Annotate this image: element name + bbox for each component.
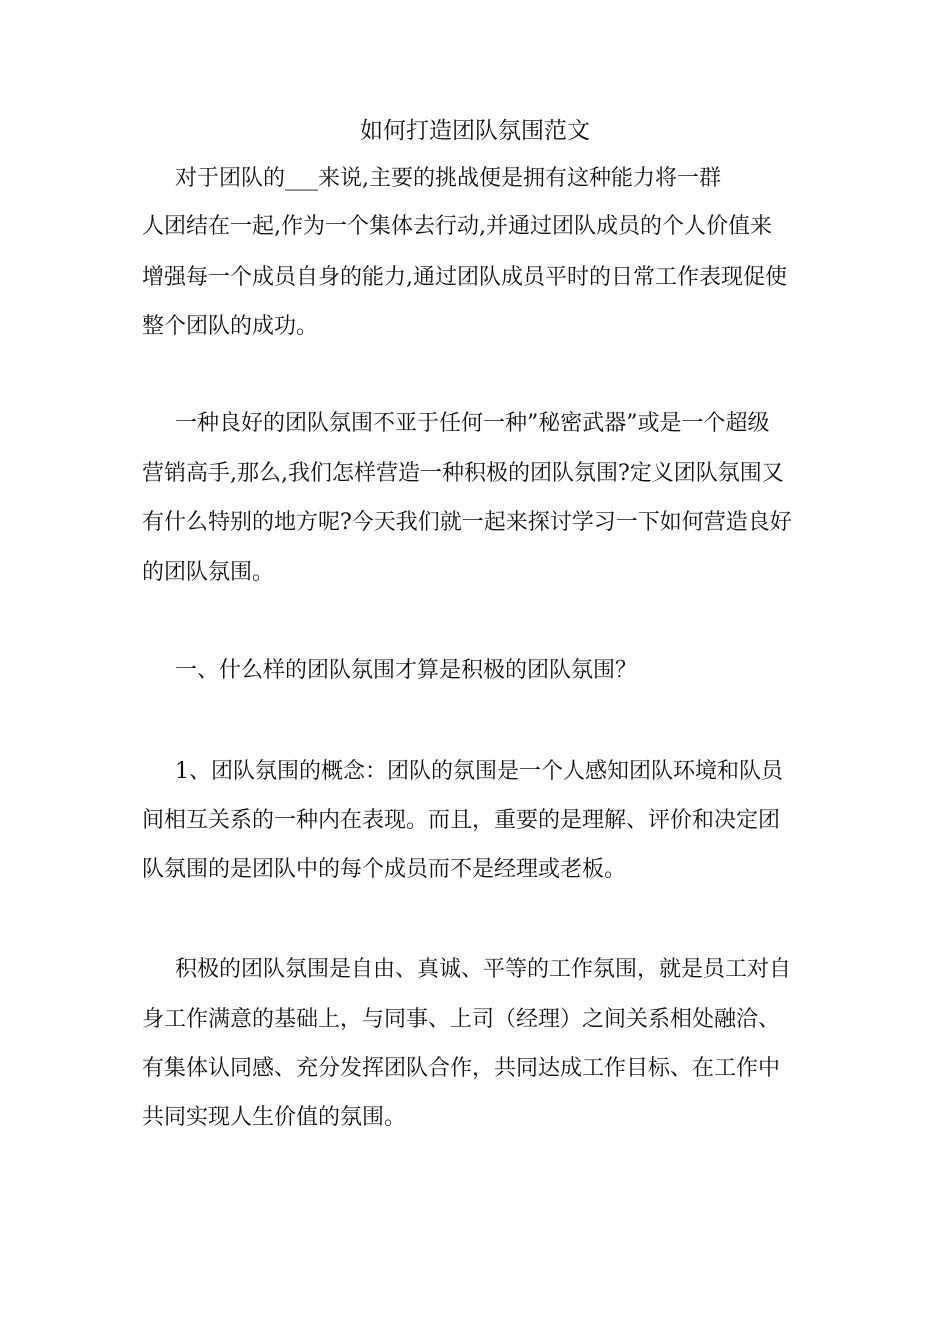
paragraph-4-line-4: 共同实现人生价值的氛围。 [142, 1105, 407, 1130]
paragraph-1-line-3: 增强每一个成员自身的能力,通过团队成员平时的日常工作表现促使 [142, 265, 787, 290]
paragraph-3-line-2: 间相互关系的一种内在表现。而且，重要的是理解、评价和决定团 [142, 808, 781, 833]
document-title: 如何打造团队氛围范文 [360, 118, 590, 144]
paragraph-1-line-1: 对于团队的___来说,主要的挑战便是拥有这种能力将一群 [175, 166, 721, 191]
paragraph-2-line-2: 营销高手,那么,我们怎样营造一种积极的团队氛围?定义团队氛围又 [142, 461, 784, 486]
paragraph-4-line-3: 有集体认同感、充分发挥团队合作，共同达成工作目标、在工作中 [142, 1056, 781, 1081]
paragraph-4-line-1: 积极的团队氛围是自由、真诚、平等的工作氛围，就是员工对自 [175, 957, 792, 982]
paragraph-1-line-4: 整个团队的成功。 [142, 314, 319, 339]
section-heading-1: 一、什么样的团队氛围才算是积极的团队氛围？ [175, 658, 638, 683]
paragraph-1-line-2: 人团结在一起,作为一个集体去行动,并通过团队成员的个人价值来 [142, 214, 772, 239]
paragraph-2-line-3: 有什么特别的地方呢?今天我们就一起来探讨学习一下如何营造良好 [142, 510, 792, 535]
paragraph-3-line-3: 队氛围的是团队中的每个成员而不是经理或老板。 [142, 857, 627, 882]
paragraph-2-line-4: 的团队氛围。 [142, 560, 275, 585]
paragraph-4-line-2: 身工作满意的基础上，与同事、上司（经理）之间关系相处融洽、 [142, 1007, 781, 1032]
paragraph-3-line-1: 1、团队氛围的概念：团队的氛围是一个人感知团队环境和队员 [175, 759, 783, 784]
paragraph-2-line-1: 一种良好的团队氛围不亚于任何一种”秘密武器”或是一个超级 [175, 411, 770, 436]
